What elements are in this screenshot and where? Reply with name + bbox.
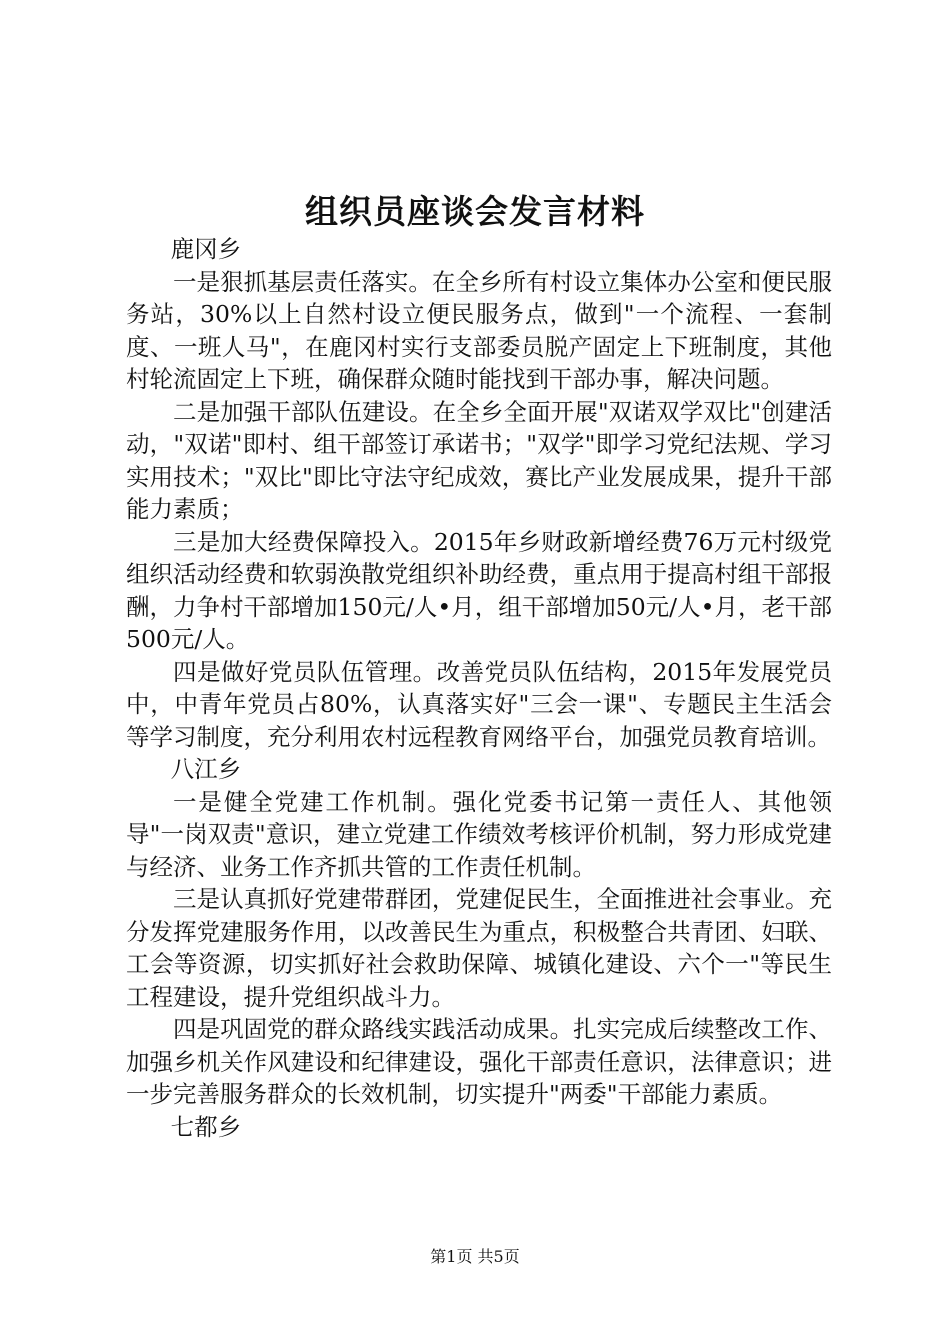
section-heading-bajiang: 八江乡 [170, 755, 242, 783]
paragraph: 四是做好党员队伍管理。改善党员队伍结构，2015年发展党员中，中青年党员占80%，认真落实好"三会一课"、专题民主生活会等学习制度，充分利用农村远程教育网络平台，加强党员教育培训。 [126, 657, 832, 751]
section-heading-lugang: 鹿冈乡 [170, 235, 242, 263]
paragraph: 四是巩固党的群众路线实践活动成果。扎实完成后续整改工作、加强乡机关作风建设和纪律建设，强化干部责任意识，法律意识；进一步完善服务群众的长效机制，切实提升"两委"干部能力素质。 [126, 1015, 832, 1108]
section-heading-qidu: 七都乡 [170, 1112, 242, 1141]
page-number-footer: 第1页 共5页 [430, 1247, 520, 1266]
document-title: 组织员座谈会发言材料 [305, 192, 645, 231]
paragraph: 二是加强干部队伍建设。在全乡全面开展"双诺双学双比"创建活动，"双诺"即村、组干部签订承诺书；"双学"即学习党纪法规、学习实用技术；"双比"即比守法守纪成效，赛比产业发展成果，提升干部能力素质； [126, 397, 832, 523]
paragraph: 三是认真抓好党建带群团，党建促民生，全面推进社会事业。充分发挥党建服务作用，以改善民生为重点，积极整合共青团、妇联、工会等资源，切实抓好社会救助保障、城镇化建设、六个一"等民生工程建设，提升党组织战斗力。 [126, 885, 832, 1011]
paragraph: 一是狠抓基层责任落实。在全乡所有村设立集体办公室和便民服务站，30%以上自然村设立便民服务点，做到"一个流程、一套制度、一班人马"，在鹿冈村实行支部委员脱产固定上下班制度，其他村轮流固定上下班，确保群众随时能找到干部办事，解决问题。 [126, 267, 832, 393]
paragraph: 三是加大经费保障投入。2015年乡财政新增经费76万元村级党组织活动经费和软弱涣散党组织补助经费，重点用于提高村组干部报酬，力争村干部增加150元/人•月，组干部增加50元/人•月，老干部500元/人。 [126, 527, 832, 653]
paragraph: 一是健全党建工作机制。强化党委书记第一责任人、其他领导"一岗双责"意识，建立党建工作绩效考核评价机制，努力形成党建与经济、业务工作齐抓共管的工作责任机制。 [126, 787, 832, 881]
document-body [126, 233, 832, 1143]
